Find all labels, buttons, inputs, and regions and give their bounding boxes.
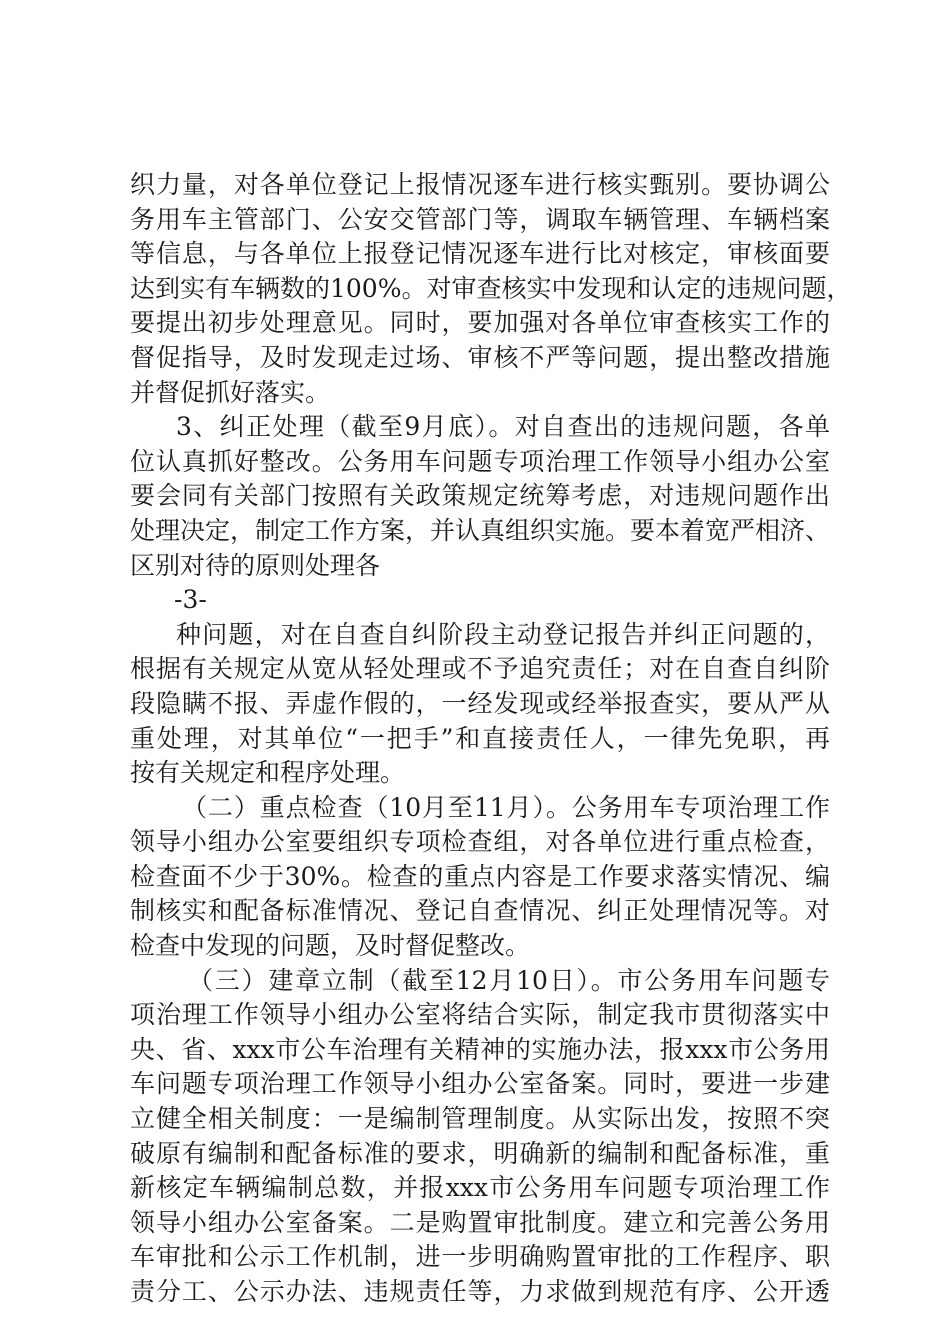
text-line: 检查面不少于30%。检查的重点内容是工作要求落实情况、编 xyxy=(130,861,830,891)
text-line: 车问题专项治理工作领导小组办公室备案。同时，要进一步建 xyxy=(130,1069,830,1099)
text-line: 督促指导，及时发现走过场、审核不严等问题，提出整改措施 xyxy=(130,342,830,372)
text-line: 根据有关规定从宽从轻处理或不予追究责任；对在自查自纠阶 xyxy=(130,654,830,684)
text-line: 段隐瞒不报、弄虚作假的，一经发现或经举报查实，要从严从 xyxy=(130,688,830,718)
text-line: 破原有编制和配备标准的要求，明确新的编制和配备标准，重 xyxy=(130,1138,830,1168)
text-line: 处理决定，制定工作方案，并认真组织实施。要本着宽严相济、 xyxy=(130,515,831,545)
text-line: 等信息，与各单位上报登记情况逐车进行比对核定，审核面要 xyxy=(130,239,830,269)
text-line: 项治理工作领导小组办公室将结合实际，制定我市贯彻落实中 xyxy=(130,1000,830,1030)
text-line: 织力量，对各单位登记上报情况逐车进行核实甄别。要协调公 xyxy=(130,170,830,199)
text-line: 车审批和公示工作机制，进一步明确购置审批的工作程序、职 xyxy=(130,1242,830,1272)
text-line: 并督促抓好落实。 xyxy=(130,377,331,407)
text-line: 重处理，对其单位“一把手”和直接责任人，一律先免职，再 xyxy=(130,723,830,753)
paragraph-start-line: 种问题，对在自查自纠阶段主动登记报告并纠正问题的， xyxy=(176,619,830,649)
text-line: 务用车主管部门、公安交管部门等，调取车辆管理、车辆档案 xyxy=(130,204,830,234)
document-body xyxy=(130,168,852,1310)
section-heading-line: （三）建章立制（截至12月10日）。市公务用车问题专 xyxy=(188,965,830,995)
text-line: 新核定车辆编制总数，并报xxx市公务用车问题专项治理工作 xyxy=(130,1173,830,1203)
page-number: -3- xyxy=(174,585,207,615)
text-line: 领导小组办公室备案。二是购置审批制度。建立和完善公务用 xyxy=(130,1207,830,1237)
paragraph-start-line: 3、纠正处理（截至9月底）。对自查出的违规问题，各单 xyxy=(176,412,830,442)
text-line: 要提出初步处理意见。同时，要加强对各单位审查核实工作的 xyxy=(130,308,830,338)
text-line: 按有关规定和程序处理。 xyxy=(130,758,406,788)
text-line: 责分工、公示办法、违规责任等，力求做到规范有序、公开透 xyxy=(130,1277,830,1306)
section-heading-line: （二）重点检查（10月至11月）。公务用车专项治理工作 xyxy=(182,792,830,822)
text-line: 立健全相关制度：一是编制管理制度。从实际出发，按照不突 xyxy=(130,1104,830,1134)
text-line: 区别对待的原则处理各 xyxy=(130,550,381,580)
text-line: 央、省、xxx市公车治理有关精神的实施办法，报xxx市公务用 xyxy=(130,1034,830,1064)
text-line: 达到实有车辆数的100%。对审查核实中发现和认定的违规问题， xyxy=(130,273,852,303)
text-line: 要会同有关部门按照有关政策规定统筹考虑，对违规问题作出 xyxy=(130,481,830,511)
text-line: 检查中发现的问题，及时督促整改。 xyxy=(130,931,531,961)
text-line: 位认真抓好整改。公务用车问题专项治理工作领导小组办公室 xyxy=(130,446,830,476)
text-line: 领导小组办公室要组织专项检查组，对各单位进行重点检查， xyxy=(130,827,830,857)
text-line: 制核实和配备标准情况、登记自查情况、纠正处理情况等。对 xyxy=(130,896,830,926)
